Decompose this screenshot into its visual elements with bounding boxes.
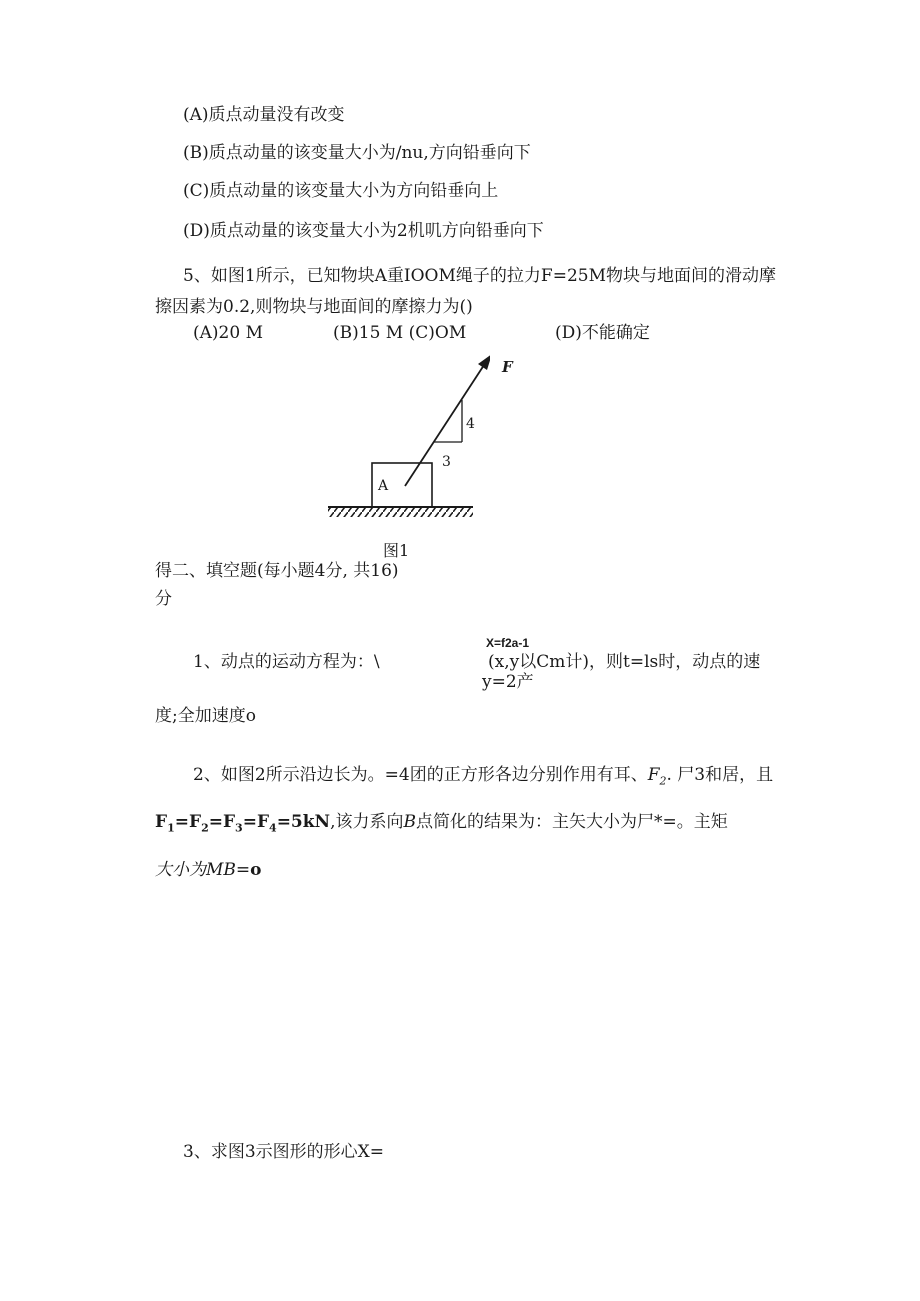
fill2-line1-text-b: . 尸3和居，且 <box>666 765 774 785</box>
block-label: A <box>378 478 389 494</box>
q4-option-b: (B)质点动量的该变量大小为∕nu,方向铅垂向下 <box>183 143 531 163</box>
figure-1-caption: 图1 <box>383 541 410 560</box>
fill1-prefix: 1、动点的运动方程为：\ <box>193 652 380 672</box>
q4-option-a: (A)质点动量没有改变 <box>183 105 345 125</box>
q5-stem-line2: 擦因素为0.2,则物块与地面间的摩擦力为() <box>155 297 473 317</box>
q5-option-d: (D)不能确定 <box>555 323 650 343</box>
fill2-line2-text-b: 点简化的结果为：主矢大小为尸*=。主矩 <box>415 812 728 832</box>
fill1-equation-x: X=f2a-1 <box>486 636 530 650</box>
figure-1 <box>320 350 513 565</box>
force-arrow-head <box>478 354 490 370</box>
fill3-text: 3、求图3示图形的形心X= <box>183 1142 384 1162</box>
force-label: F <box>502 358 513 376</box>
fill1-equation-y: y=2产 <box>482 672 534 692</box>
fill1-continuation: 度;全加速度o <box>155 706 256 726</box>
fill2-line3-text-b: o <box>250 860 262 880</box>
ground-hatching <box>328 508 473 517</box>
q5-option-bc: (B)15 M (C)OM <box>333 323 467 343</box>
fill2-f2-symbol <box>647 765 667 788</box>
section-2-heading-cont: 分 <box>155 589 172 609</box>
q5-stem-line1: 5、如图1所示，已知物块A重IOOM绳子的拉力F=25M物块与地面间的滑动摩 <box>183 266 776 286</box>
fill2-f2-subscript: 2 <box>659 774 667 788</box>
fill2-point-b: B <box>403 812 416 832</box>
fill2-line1 <box>193 764 773 792</box>
q5-option-a: (A)20 M <box>193 323 263 343</box>
fill2-forces: $F_1=F_2=F_3=F_4=5kN$ <box>155 812 331 835</box>
slope-vertical-label: 4 <box>466 416 475 432</box>
fill2-line1-text-a: 2、如图2所示沿边长为。=4团的正方形各边分别作用有耳、 <box>193 765 648 785</box>
fill2-f2-letter: F <box>647 765 660 785</box>
q4-option-c: (C)质点动量的该变量大小为方向铅垂向上 <box>183 181 499 201</box>
section-2-heading: 得二、填空题(每小题4分, 共16) <box>155 561 399 581</box>
slope-horizontal-label: 3 <box>442 454 451 470</box>
fill2-line2-text-a: ,该力系向 <box>330 812 404 832</box>
fill2-line3 <box>155 859 262 881</box>
figure-1-drawing <box>320 350 490 565</box>
q4-option-d: (D)质点动量的该变量大小为2机叽方向铅垂向下 <box>183 221 544 241</box>
fill2-line3-text-a: 大小为MB= <box>155 860 251 880</box>
fill1-suffix: (x,y以Cm计)，则t=ls时，动点的速 <box>488 652 761 672</box>
fill2-line2 <box>155 811 728 839</box>
